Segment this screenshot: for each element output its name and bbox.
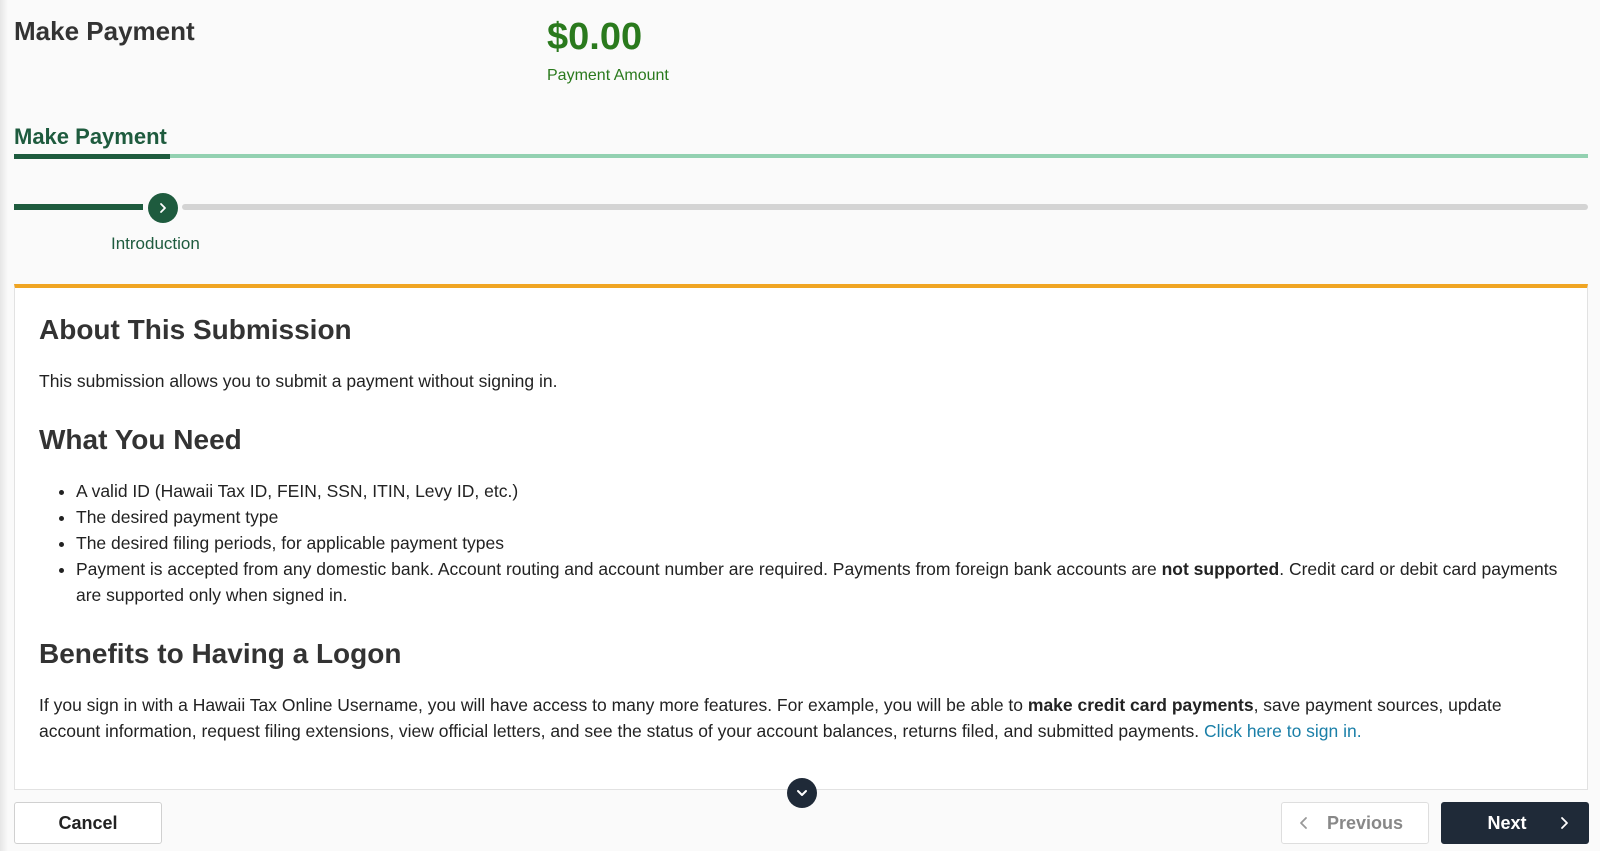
benefits-text (39, 692, 1563, 744)
tab-underline-track (14, 154, 1588, 158)
chevron-down-icon (795, 786, 809, 800)
chevron-left-icon (1296, 815, 1312, 831)
benefits-heading: Benefits to Having a Logon (39, 638, 402, 669)
list-item (76, 556, 1563, 608)
page-title: Make Payment (14, 16, 195, 46)
left-edge-shadow (0, 0, 8, 851)
list-item-text: . Credit card or debit card payments are supported only when signed in. (76, 559, 1558, 605)
tab-active-indicator (14, 154, 170, 159)
chevron-right-icon (157, 202, 169, 214)
need-heading: What You Need (39, 424, 242, 455)
tab-bar (14, 124, 1588, 161)
previous-button-label: Previous (1326, 812, 1404, 833)
not-supported-emphasis: not supported (1161, 559, 1280, 579)
step-introduction-marker[interactable] (148, 193, 178, 223)
step-introduction-label: Introduction (111, 234, 200, 253)
scroll-down-button[interactable] (787, 778, 817, 808)
previous-button[interactable] (1281, 802, 1429, 844)
cancel-button[interactable]: Cancel (14, 802, 162, 844)
list-item: • A valid ID (Hawaii Tax ID, FEIN, SSN, ITIN, Levy ID, etc.) (76, 478, 1563, 504)
about-text: This submission allows you to submit a payment without signing in. (39, 371, 558, 391)
credit-card-emphasis: make credit card payments (1027, 695, 1254, 715)
list-item: • The desired filing periods, for applicable payment types (76, 530, 1563, 556)
list-item: • The desired payment type (76, 504, 1563, 530)
sign-in-link[interactable]: Click here to sign in. (1204, 721, 1362, 741)
chevron-right-icon (1556, 815, 1572, 831)
progress-bar-track (182, 204, 1588, 210)
payment-amount-label: Payment Amount (547, 67, 669, 84)
benefits-text-part: , save payment sources, update account information, request filing extensions, view official letters, and see the status of your account balances, returns filed, and submitted payments. (39, 695, 1502, 741)
list-item-text: Payment is accepted from any domestic bank. Account routing and account number are required. Payments from foreign bank accounts are (76, 559, 1162, 579)
tab-make-payment[interactable]: Make Payment (14, 124, 167, 149)
next-button[interactable] (1441, 802, 1589, 844)
payment-amount-value: $0.00 (547, 16, 643, 58)
progress-bar-fill (14, 204, 143, 210)
next-button-label: Next (1487, 812, 1527, 833)
benefits-text-part: If you sign in with a Hawaii Tax Online Username, you will have access to many more features. For example, you will be able to (39, 695, 1028, 715)
requirements-list (76, 478, 1563, 608)
about-heading: About This Submission (39, 314, 352, 345)
content-panel (14, 284, 1588, 790)
